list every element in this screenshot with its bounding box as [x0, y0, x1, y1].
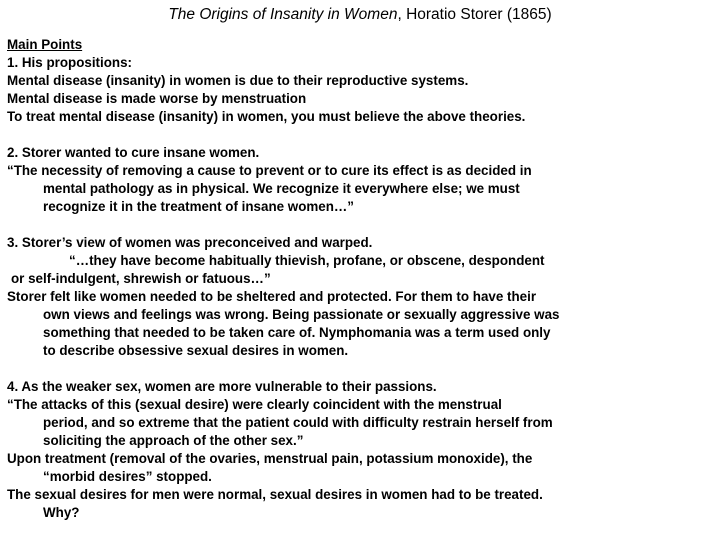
section4-text: Upon treatment (removal of the ovaries, menstrual pain, potassium monoxide), the: [7, 451, 533, 466]
section1-point: Mental disease (insanity) in women is due to their reproductive systems.: [7, 73, 469, 88]
section3-text: to describe obsessive sexual desires in women.: [43, 343, 349, 358]
author-and-year: , Horatio Storer (1865): [397, 6, 552, 23]
section4-heading: 4. As the weaker sex, women are more vulnerable to their passions.: [7, 379, 437, 394]
section1-heading: 1. His propositions:: [7, 55, 132, 70]
section3-heading: 3. Storer’s view of women was preconceived and warped.: [7, 235, 373, 250]
section4-quote: “The attacks of this (sexual desire) were clearly coincident with the menstrual: [7, 397, 502, 412]
section3-text: Storer felt like women needed to be sheltered and protected. For them to have their: [7, 289, 537, 304]
section2-quote: recognize it in the treatment of insane women…”: [43, 199, 355, 214]
section1-point: Mental disease is made worse by menstruation: [7, 91, 307, 106]
section4-question: Why?: [43, 505, 80, 520]
spacer: [7, 126, 713, 144]
section4-text: The sexual desires for men were normal, sexual desires in women had to be treated.: [7, 487, 543, 502]
slide-title: [0, 6, 720, 24]
section2-heading: 2. Storer wanted to cure insane women.: [7, 145, 260, 160]
book-title: The Origins of Insanity in Women: [168, 6, 398, 23]
section4-quote: period, and so extreme that the patient could with difficulty restrain herself from: [43, 415, 553, 430]
section3-text: own views and feelings was wrong. Being passionate or sexually aggressive was: [43, 307, 560, 322]
spacer: [7, 216, 713, 234]
section3-quote: “…they have become habitually thievish, profane, or obscene, despondent: [69, 253, 545, 268]
section2-quote: mental pathology as in physical. We recognize it everywhere else; we must: [43, 181, 520, 196]
spacer: [7, 360, 713, 378]
slide-body: [7, 36, 713, 522]
section3-text: something that needed to be taken care of. Nymphomania was a term used only: [43, 325, 551, 340]
section1-point: To treat mental disease (insanity) in women, you must believe the above theories.: [7, 109, 526, 124]
section4-text: “morbid desires” stopped.: [43, 469, 212, 484]
main-points-heading: Main Points: [7, 37, 83, 52]
section4-quote: soliciting the approach of the other sex.”: [43, 433, 304, 448]
section3-quote: or self-indulgent, shrewish or fatuous…”: [11, 271, 271, 286]
section2-quote: “The necessity of removing a cause to prevent or to cure its effect is as decided in: [7, 163, 532, 178]
